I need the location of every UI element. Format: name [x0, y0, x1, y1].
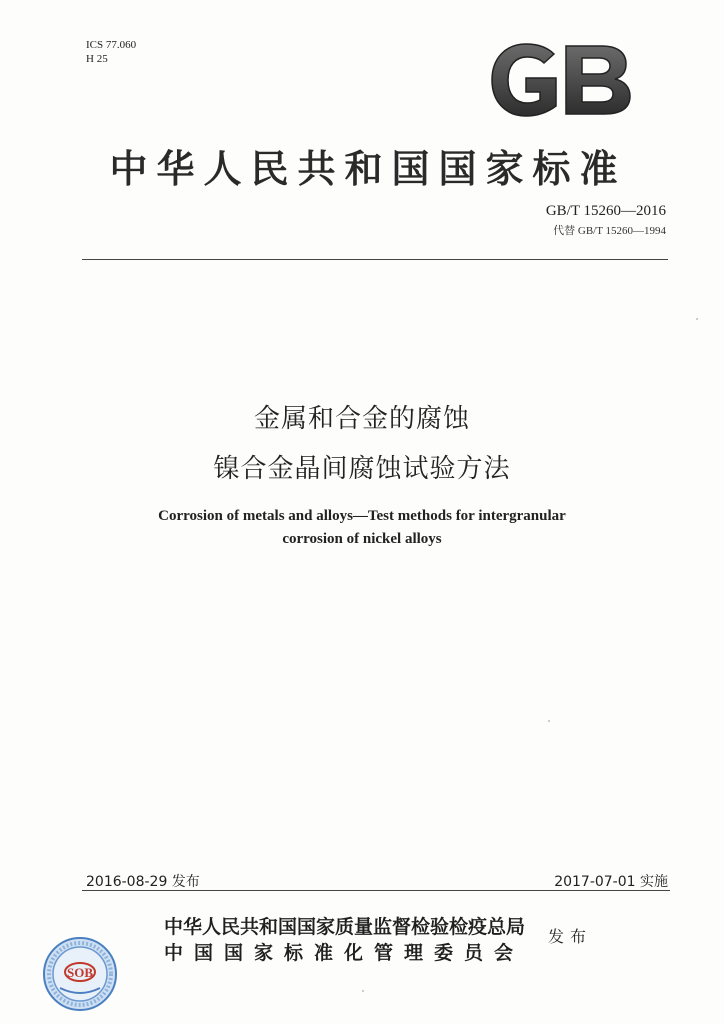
scan-fleck	[696, 318, 698, 320]
seal-center-text: SOB	[66, 965, 94, 980]
issue-date: 2016-08-29 发布	[86, 874, 200, 890]
ccs-code: H 25	[86, 53, 108, 65]
issuer-aqsiq: 中华人民共和国国家质量监督检验检疫总局	[164, 916, 526, 938]
implementation-date: 2017-07-01 实施	[554, 874, 668, 890]
classification-block	[86, 38, 136, 66]
scan-fleck	[548, 720, 550, 722]
national-standard-title: 中华人民共和国国家标准	[109, 146, 627, 191]
english-title-line-2: corrosion of nickel alloys	[282, 531, 442, 547]
issue-action: 发布	[548, 927, 593, 946]
replaced-standard: 代替 GB/T 15260—1994	[553, 225, 666, 237]
chinese-title-line-1: 金属和合金的腐蚀	[253, 404, 470, 434]
issuer-sac: 中国国家标准化管理委员会	[164, 942, 525, 964]
ics-code: ICS 77.060	[86, 39, 137, 51]
header-divider	[82, 259, 668, 260]
footer-divider	[82, 890, 670, 891]
gb-logo	[486, 40, 636, 120]
chinese-title-line-2: 镍合金晶间腐蚀试验方法	[213, 454, 511, 484]
standard-number: GB/T 15260—2016	[545, 203, 666, 219]
english-title-line-1: Corrosion of metals and alloys—Test methods for intergranular	[158, 508, 566, 524]
publisher-seal-stamp	[42, 936, 118, 1012]
scan-fleck	[362, 990, 364, 992]
